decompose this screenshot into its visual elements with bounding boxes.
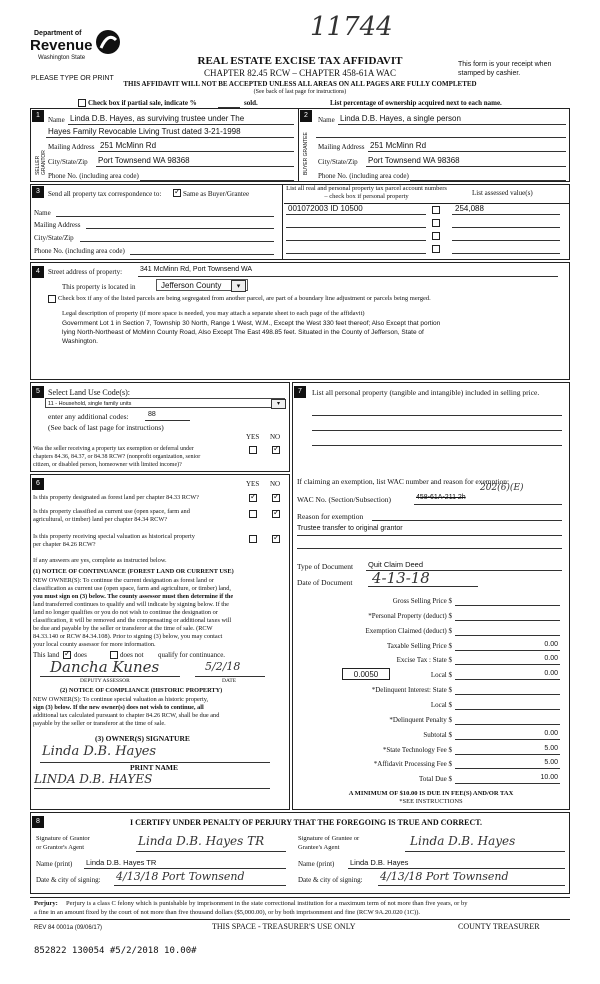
notice1-line: you must sign on (3) below. The county assessor must then determine if the [33,593,234,600]
historic-yes-checkbox[interactable] [249,535,257,543]
additional-codes-underline [145,420,190,421]
seller-name2-underline [46,137,294,138]
exemption-q2: chapters 84.36, 84.37, or 84.38 RCW? (nonprofit organization, senior [33,454,201,460]
treasurer-stamp: 852822 130054 #5/2/2018 10.00# [34,946,197,956]
reason-line-2 [297,535,562,536]
seller-name-line1[interactable]: Linda D.B. Hayes, as surviving trustee under The [70,114,245,123]
s6-no-header: NO [270,480,281,488]
county-value: Jefferson County [161,281,222,290]
calc-label-local: Local $ [430,671,452,679]
notice1-line: NEW OWNER(S): To continue the current designation as forest land or [33,577,214,584]
this-land-label: This land [33,651,60,659]
notice1-line: your local county assessor for more information. [33,641,156,648]
owner-sig-label: (3) OWNER(S) SIGNATURE [95,734,190,743]
footer-rule [30,897,570,898]
calc-value-total: 10.00 [540,774,558,781]
calc-label-processing-fee: *Affidavit Processing Fee $ [373,760,452,768]
notice2-line: sign (3) below. If the new owner(s) does not wish to continue, all [33,704,204,711]
buyer-mailing-underline [368,151,566,152]
calc-field-subtotal[interactable] [455,739,560,740]
grantor-date-value[interactable]: 4/13/18 Port Townsend [116,870,245,883]
buyer-phone-field[interactable] [410,180,566,181]
section-2-number: 2 [300,110,312,122]
seller-phone-field[interactable] [140,180,294,181]
calc-value-taxable: 0.00 [544,641,558,648]
land-use-dropdown-icon[interactable]: ▾ [271,399,286,409]
wac-label: WAC No. (Section/Subsection) [297,495,391,504]
notice2-line: additional tax calculated pursuant to chapter 84.26 RCW, shall be due and [33,712,220,719]
doc-type-value[interactable]: Quit Claim Deed [368,560,424,569]
buyer-city-label: City/State/Zip [318,158,358,166]
parcel-1-personal-checkbox[interactable] [432,206,440,214]
calc-field-local[interactable] [455,679,560,680]
handwritten-file-number: 11744 [310,12,393,42]
value-header: List assessed value(s) [472,189,533,197]
notice1-line: 84.33.140 or RCW 84.34.108). Prior to signing (3) below, you may contact [33,633,223,640]
personal-property-line-3[interactable] [312,445,562,446]
calc-value-state-tax: 0.00 [544,655,558,662]
sold-label: sold. [244,99,258,107]
dept-small: Department of [34,30,82,37]
exemption-no-checkbox[interactable] [272,446,280,454]
doc-date-underline [368,586,478,587]
calc-field-exemption[interactable] [455,635,560,636]
seller-name-underline [68,124,294,125]
same-as-buyer-checkbox[interactable] [173,189,181,197]
owner-signature[interactable]: Linda D.B. Hayes [42,744,157,759]
wac-value[interactable]: 458-61A-211 2h [416,494,466,501]
grantee-sig-label: Signature of Grantee or Grantee's Agent [298,835,360,851]
section-7-number: 7 [294,386,306,398]
calc-field-delinquent-state[interactable] [455,694,560,695]
land-use-label: Select Land Use Code(s): [48,388,130,397]
seller-name-line2[interactable]: Hayes Family Revocable Living Trust dated 3-21-1998 [48,127,241,136]
s3-phone-label: Phone No. (including area code) [34,247,125,255]
q-current-1: Is this property classified as current use (open space, farm and [33,508,190,515]
s3-city-label: City/State/Zip [34,234,74,242]
notice1-line: land transferred continues to qualify and will indicate by signing below. If the [33,601,229,608]
section-4-number: 4 [32,266,44,278]
perjury-text-1: Perjury is a class C felony which is punishable by imprisonment in the state correctional institution for a maximum term of not more than five years, or by [66,900,468,907]
calc-field-personal[interactable] [455,620,560,621]
calc-field-gross[interactable] [455,605,560,606]
county-treasurer: COUNTY TREASURER [458,922,540,931]
calc-label-personal: *Personal Property (deduct) $ [368,612,452,620]
perjury-text-2: a fine in an amount fixed by the court of not more than five thousand dollars ($5,000.00), or by both imprisonment and fine (RCW 9A.20.020 (1C)). [34,909,421,916]
calc-field-tech-fee[interactable] [455,754,560,755]
calc-label-tech-fee: *State Technology Fee $ [382,746,452,754]
s5-see-back: (See back of last page for instructions) [48,423,164,432]
parcel-field-3[interactable] [286,240,426,241]
buyer-city-value[interactable]: Port Townsend WA 98368 [368,156,460,165]
reason-underline [372,520,562,521]
calc-value-local: 0.00 [544,670,558,677]
section-1-number: 1 [32,110,44,122]
buyer-side-label: BUYER GRANTEE [303,132,309,175]
value-field-2[interactable] [452,227,560,228]
seller-side-label: SELLER GRANTOR [35,150,47,175]
s3-mailing-label: Mailing Address [34,221,81,229]
q-forest: Is this property designated as forest land per chapter 84.33 RCW? [33,494,199,501]
section-5-number: 5 [32,386,44,398]
grantor-name-value[interactable]: Linda D.B. Hayes TR [86,858,157,867]
seller-mailing-underline [98,151,294,152]
calc-field-penalty[interactable] [455,724,560,725]
treasurer-space: THIS SPACE - TREASURER'S USE ONLY [212,922,356,931]
grantee-date-underline [378,885,565,886]
not-accepted-notice: THIS AFFIDAVIT WILL NOT BE ACCEPTED UNLESS ALL AREAS ON ALL PAGES ARE FULLY COMPLETED [123,80,477,88]
seller-city-label: City/State/Zip [48,158,88,166]
partial-sale-checkbox[interactable] [78,99,86,107]
s3-name-field[interactable] [56,216,274,217]
forest-no-checkbox[interactable] [272,494,280,502]
grantor-signature[interactable]: Linda D.B. Hayes TR [138,834,265,848]
assessed-value[interactable]: 254,088 [455,204,484,213]
deputy-assessor-label: DEPUTY ASSESSOR [80,678,130,684]
grantor-sig-underline [136,851,286,852]
buyer-name2-underline [316,137,566,138]
doc-type-label: Type of Document [297,562,354,571]
parcel-3-personal-checkbox[interactable] [432,232,440,240]
land-use-select[interactable] [45,398,285,408]
seller-city-value[interactable]: Port Townsend WA 98368 [98,156,190,165]
notice1-line: classification, it will be removed and the compensating or additional taxes will [33,617,232,624]
personal-property-line-1[interactable] [312,415,562,416]
calc-value-processing-fee: 5.00 [544,759,558,766]
s5-no-header: NO [270,433,281,441]
calc-label-gross: Gross Selling Price $ [392,597,452,605]
legal-line-2[interactable]: lying North-Northeast of McMinn County Road, Also Except The East 498.85 feet. Situated in the County of Jefferson, State of [62,329,424,336]
grantor-name-label: Name (print) [36,860,73,868]
buyer-name-value[interactable]: Linda D.B. Hayes, a single person [340,114,461,123]
certify-statement: I CERTIFY UNDER PENALTY OF PERJURY THAT THE FOREGOING IS TRUE AND CORRECT. [130,818,483,827]
s3-phone-field[interactable] [130,254,274,255]
calc-field-state-tax[interactable] [455,664,560,665]
q-current-2: agricultural, or timber) land per chapter 84.34 RCW? [33,516,168,523]
exemption-claim-label: If claiming an exemption, list WAC number and reason for exemption: [297,477,510,486]
minimum-due-note: A MINIMUM OF $10.00 IS DUE IN FEE(S) AND/OR TAX [348,790,514,797]
county-dropdown-icon[interactable]: ▾ [231,280,246,292]
wac-handwritten[interactable]: 202(6)(E) [480,483,524,493]
current-use-yes-checkbox[interactable] [249,510,257,518]
same-as-buyer-label: Same as Buyer/Grantee [183,190,250,198]
section-6-number: 6 [32,478,44,490]
grantee-name-label: Name (print) [298,860,335,868]
calc-label-total: Total Due $ [419,775,452,783]
land-use-value: 11 - Household, single family units [48,401,132,407]
calc-label-state-tax: Excise Tax : State $ [396,656,452,664]
grantee-date-value[interactable]: 4/13/18 Port Townsend [380,870,509,883]
notice1-line: land no longer qualifies or you do not wish to continue the designation or [33,609,218,616]
form-chapter: CHAPTER 82.45 RCW – CHAPTER 458-61A WAC [204,68,396,78]
date-label: DATE [222,678,237,684]
doc-date-value[interactable]: 4-13-18 [372,569,430,587]
list-pct-label: List percentage of ownership acquired next to each name. [330,99,502,107]
buyer-city-underline [366,166,566,167]
grantee-name-value[interactable]: Linda D.B. Hayes [350,858,409,867]
calc-value-tech-fee: 5.00 [544,745,558,752]
current-use-no-checkbox[interactable] [272,510,280,518]
buyer-name-label: Name [318,116,335,124]
s6-yes-header: YES [246,480,260,488]
s3-divider [282,184,283,260]
grantee-signature[interactable]: Linda D.B. Hayes [410,834,516,848]
notice2-line: NEW OWNER(S): To continue special valuation as historic property, [33,696,209,703]
does-label: does [74,651,87,659]
notice1-line: classification as current use (open space, farm and agriculture, or timber) land, [33,585,231,592]
seller-mailing-value[interactable]: 251 McMinn Rd [100,141,157,150]
calc-field-delinquent-local[interactable] [455,709,560,710]
see-instructions-note: *SEE INSTRUCTIONS [399,798,463,805]
reason-label: Reason for exemption [297,512,364,521]
calc-label-penalty: *Delinquent Penalty $ [389,716,452,724]
if-yes-note: If any answers are yes, complete as instructed below. [33,557,167,564]
seller-mailing-label: Mailing Address [48,143,95,151]
assessor-date-underline [195,676,265,677]
forest-yes-checkbox[interactable] [249,494,257,502]
buyer-phone-label: Phone No. (including area code) [318,172,409,180]
receipt-note: This form is your receipt when stamped by cashier. [458,61,552,77]
parcel-2-personal-checkbox[interactable] [432,219,440,227]
form-title: REAL ESTATE EXCISE TAX AFFIDAVIT [197,55,403,67]
historic-no-checkbox[interactable] [272,535,280,543]
section-8-number: 8 [32,816,44,828]
calc-label-taxable: Taxable Selling Price $ [386,642,452,650]
exemption-q3: citizen, or disabled person, homeowner with limited income)? [33,462,182,468]
notice2-line: payable by the seller or transferor at the time of sale. [33,720,166,727]
street-underline [138,276,558,277]
parcel-4-personal-checkbox[interactable] [432,245,440,253]
exemption-yes-checkbox[interactable] [249,446,257,454]
assessor-date[interactable]: 5/2/18 [205,660,241,673]
doc-date-label: Date of Document [297,578,353,587]
footer-rule-2 [30,919,570,920]
rev-number: REV 84 0001a (09/06/17) [34,925,103,931]
additional-codes-value[interactable]: 88 [148,411,156,418]
s3-mailing-field[interactable] [86,228,274,229]
value-field-4[interactable] [452,253,560,254]
perjury-label: Perjury: [34,900,58,907]
segregated-note: Check box if any of the listed parcels are being segregated from another parcel, are part of a boundary line adjustment or parcels being merged. [58,295,431,302]
legal-line-3[interactable]: Washington. [62,338,98,345]
qualify-label: qualify for continuance. [158,651,226,659]
does-not-label: does not [120,651,144,659]
notice1-title: (1) NOTICE OF CONTINUANCE (FOREST LAND OR CURRENT USE) [33,568,234,575]
segregated-checkbox[interactable] [48,295,56,303]
calc-label-delinquent-state: *Delinquent Interest: State $ [371,686,452,694]
section-divider [298,108,299,182]
value-underline-1 [452,214,560,215]
grantee-date-label: Date & city of signing: [298,876,363,884]
grantor-name-underline [84,868,286,869]
grantor-date-label: Date & city of signing: [36,876,101,884]
street-label: Street address of property: [48,268,123,276]
buyer-mailing-value[interactable]: 251 McMinn Rd [370,141,427,150]
print-name-label: PRINT NAME [130,763,178,772]
dept-state: Washington State [38,55,86,61]
revenue-logo-icon [94,28,122,56]
seller-phone-label: Phone No. (including area code) [48,172,139,180]
parcel-number[interactable]: 001072003 ID 10500 [288,204,363,213]
parcel-underline-1 [286,214,426,215]
seller-city-underline [96,166,294,167]
list-personal-property: List all personal property (tangible and intangible) included in selling price. [312,388,540,397]
wac-underline [414,504,562,505]
print-name-value[interactable]: LINDA D.B. HAYES [34,772,153,786]
s5-yes-header: YES [246,433,260,441]
assessor-signature[interactable]: Dancha Kunes [50,658,160,676]
print-name-underline [34,788,270,789]
reason-value[interactable]: Trustee transfer to original grantor [297,525,403,532]
calc-label-exemption: Exemption Claimed (deduct) $ [365,627,452,635]
buyer-name-underline [338,124,566,125]
see-back-note: (See back of last page for instructions) [253,89,347,95]
street-value[interactable]: 341 McMinn Rd, Port Townsend WA [140,266,253,273]
grantee-sig-underline [405,851,565,852]
notice1-line: be due and payable by the seller or transferor at the time of sale. (RCW [33,625,213,632]
parcel-field-2[interactable] [286,227,426,228]
parcel-field-4[interactable] [286,253,426,254]
grantee-name-underline [348,868,565,869]
local-rate-field[interactable]: 0.0050 [342,668,390,680]
s3-name-label: Name [34,209,51,217]
parcel-header: List all real and personal property tax parcel account numbers – check box if personal property [286,185,447,200]
located-in-label: This property is located in [62,283,136,291]
additional-codes-label: enter any additional codes: [48,412,129,421]
calc-field-taxable[interactable] [455,650,560,651]
calc-value-subtotal: 0.00 [544,730,558,737]
buyer-mailing-label: Mailing Address [318,143,365,151]
partial-sale-label: Check box if partial sale, indicate % [88,99,197,107]
reason-line-3 [297,548,562,549]
grantor-date-underline [114,885,286,886]
calc-label-subtotal: Subtotal $ [423,731,452,739]
q-special-1: Is this property receiving special valuation as historical property [33,533,195,540]
notice2-title: (2) NOTICE OF COMPLIANCE (HISTORIC PROPERTY) [60,687,223,694]
personal-property-line-2[interactable] [312,430,562,431]
seller-name-label: Name [48,116,65,124]
grantor-sig-label: Signature of Grantor or Grantor's Agent [36,835,90,851]
calc-field-total[interactable] [455,783,560,784]
value-field-3[interactable] [452,240,560,241]
section-3-number: 3 [32,186,44,198]
s3-city-field[interactable] [80,241,274,242]
q-special-2: per chapter 84.26 RCW? [33,541,96,548]
legal-line-1[interactable]: Government Lot 1 in Section 7, Township 30 North, Range 1 West, W.M., Except the West 330 feet thereof; Also Except that portion [62,320,441,327]
please-type: PLEASE TYPE OR PRINT [31,75,114,82]
send-correspondence-label: Send all property tax correspondence to: [48,190,162,198]
exemption-q1: Was the seller receiving a property tax exemption or deferral under [33,446,194,452]
assessor-sig-underline [40,676,180,677]
dept-big: Revenue [30,37,93,54]
calc-field-processing-fee[interactable] [455,768,560,769]
legal-label: Legal description of property (if more space is needed, you may attach a separate sheet to each page of the affidavit) [62,310,365,317]
calc-label-delinquent-local: Local $ [430,701,452,709]
